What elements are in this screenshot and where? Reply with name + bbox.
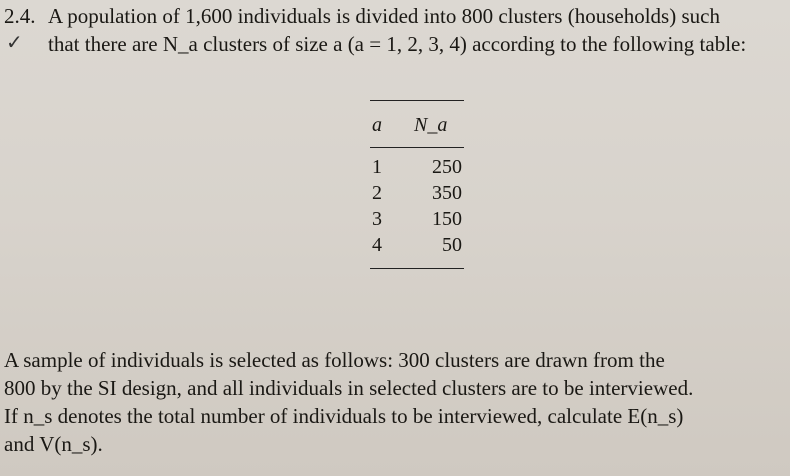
table-row: [370, 232, 464, 258]
para-line-3: If n_s denotes the total number of individuals to be interviewed, calculate E(n_s): [4, 404, 684, 428]
cell-Na: 350: [432, 181, 462, 204]
table-row: [370, 180, 464, 206]
problem-line-1: [4, 2, 784, 30]
para-line-1: A sample of individuals is selected as follows: 300 clusters are drawn from the: [4, 348, 665, 372]
cell-a: 1: [372, 155, 382, 178]
cell-Na: 50: [442, 233, 462, 256]
table-row: [370, 206, 464, 232]
table-bottom-rule: [370, 268, 464, 269]
table-header-row: [370, 111, 464, 139]
para-line-4: and V(n_s).: [4, 432, 103, 456]
header-a: a: [372, 113, 382, 136]
cluster-size-table: [370, 100, 464, 269]
table-row: [370, 154, 464, 180]
cell-Na: 250: [432, 155, 462, 178]
cell-a: 3: [372, 207, 382, 230]
table-top-rule: [370, 100, 464, 101]
cell-a: 4: [372, 233, 382, 256]
header-Na: N_a: [414, 113, 448, 136]
problem-statement: [4, 2, 784, 58]
problem-text-line-1: A population of 1,600 individuals is divided into 800 clusters (households) such: [48, 4, 720, 28]
cell-a: 2: [372, 181, 382, 204]
problem-number: 2.4.: [4, 4, 36, 28]
table-header-rule: [370, 147, 464, 148]
checkmark-icon: ✓: [6, 30, 23, 54]
para-line-2: 800 by the SI design, and all individuals in selected clusters are to be interviewed.: [4, 376, 694, 400]
cell-Na: 150: [432, 207, 462, 230]
question-paragraph: [4, 346, 784, 458]
problem-text-line-2: that there are N_a clusters of size a (a = 1, 2, 3, 4) according to the following table:: [48, 32, 747, 56]
problem-line-2: [4, 30, 784, 58]
